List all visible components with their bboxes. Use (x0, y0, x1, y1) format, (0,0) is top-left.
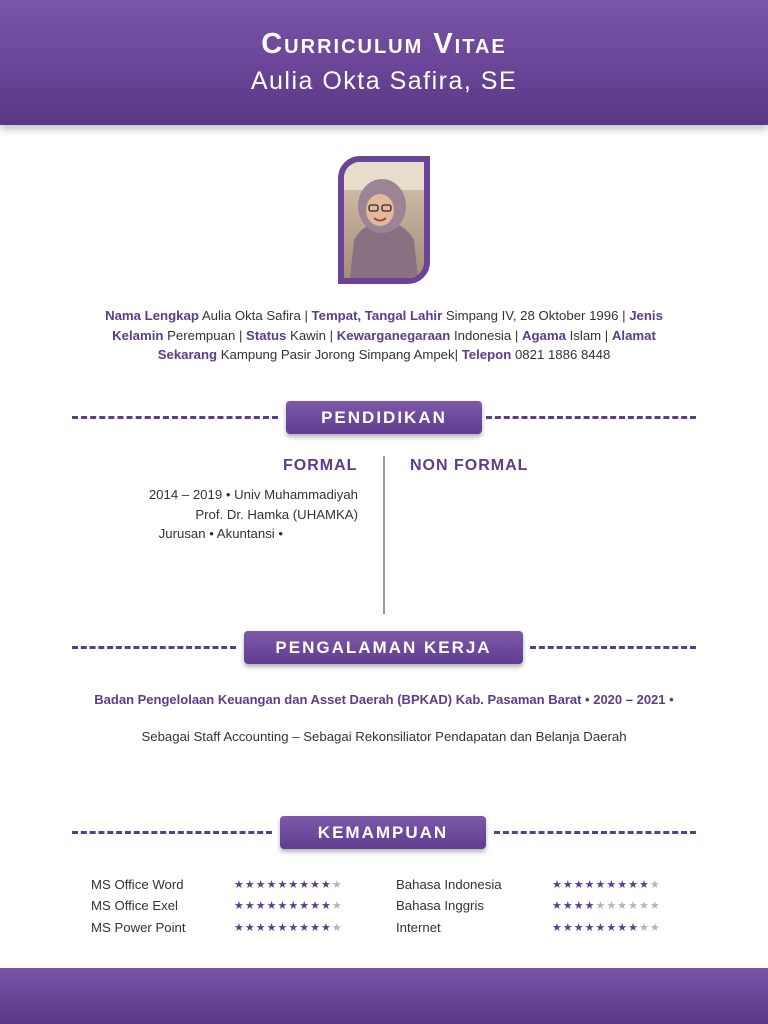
star-filled-icon: ★ (277, 899, 289, 912)
person-name: Aulia Okta Safira, SE (250, 67, 518, 95)
skill-name: MS Office Word (91, 877, 184, 892)
star-empty-icon: ★ (639, 921, 650, 934)
work-employer: Badan Pengelolaan Keuangan dan Asset Daerah (BPKAD) Kab. Pasaman Barat • 2020 – 2021 • (94, 692, 674, 707)
star-filled-icon: ★ (617, 921, 629, 934)
header-banner (0, 0, 768, 125)
star-filled-icon: ★ (266, 921, 278, 934)
nonformal-heading: NON FORMAL (410, 457, 529, 474)
profile-photo (338, 156, 430, 284)
star-filled-icon: ★ (234, 921, 245, 934)
star-filled-icon: ★ (562, 921, 574, 934)
star-filled-icon: ★ (255, 878, 267, 891)
star-filled-icon: ★ (288, 899, 300, 912)
section-title-kemampuan: KEMAMPUAN (280, 816, 486, 849)
star-filled-icon: ★ (573, 878, 585, 891)
star-empty-icon: ★ (331, 921, 343, 934)
document-title: Curriculum Vitae (261, 28, 507, 60)
star-filled-icon: ★ (552, 878, 563, 891)
star-filled-icon: ★ (299, 899, 311, 912)
value-ttl: Simpang IV, 28 Oktober 1996 (445, 308, 619, 323)
star-empty-icon: ★ (639, 899, 650, 912)
star-filled-icon: ★ (606, 921, 618, 934)
column-divider (383, 456, 385, 614)
formal-line-2: Prof. Dr. Hamka (UHAMKA) (195, 506, 358, 522)
star-empty-icon: ★ (628, 899, 639, 912)
dashed-line-left (72, 831, 272, 834)
label-nama: Nama Lengkap (105, 308, 199, 323)
star-filled-icon: ★ (573, 921, 585, 934)
star-filled-icon: ★ (562, 899, 574, 912)
value-kewarganegaraan: Indonesia (454, 327, 512, 343)
value-nama: Aulia Okta Safira (201, 308, 301, 323)
star-filled-icon: ★ (234, 878, 245, 891)
value-alamat: Kampung Pasir Jorong Simpang Ampek (220, 347, 455, 362)
label-jenis-kelamin: Jenis Kelamin (112, 308, 663, 343)
star-empty-icon: ★ (649, 878, 661, 891)
dashed-line-right (530, 646, 696, 649)
star-filled-icon: ★ (277, 878, 289, 891)
section-header-pendidikan (72, 401, 696, 435)
label-ttl: Tempat, Tangal Lahir (311, 308, 443, 323)
star-filled-icon: ★ (266, 899, 278, 912)
star-filled-icon: ★ (310, 899, 321, 912)
star-filled-icon: ★ (310, 878, 321, 891)
label-alamat: Alamat Sekarang (157, 327, 656, 362)
value-status: Kawin (290, 327, 326, 343)
value-telepon: 0821 1886 8448 (514, 347, 611, 362)
star-empty-icon: ★ (649, 899, 661, 912)
star-filled-icon: ★ (266, 878, 278, 891)
dashed-line-right (486, 416, 696, 419)
label-status: Status (246, 327, 287, 343)
star-empty-icon: ★ (595, 899, 607, 912)
star-filled-icon: ★ (277, 921, 289, 934)
skill-name: Internet (396, 920, 441, 935)
value-agama: Islam (569, 327, 602, 343)
skill-rating (552, 921, 661, 934)
section-title-pengalaman: PENGALAMAN KERJA (244, 631, 523, 664)
star-filled-icon: ★ (321, 921, 332, 934)
footer-banner (0, 968, 768, 1024)
star-filled-icon: ★ (255, 899, 267, 912)
skill-name: MS Office Exel (91, 898, 178, 913)
star-filled-icon: ★ (234, 899, 245, 912)
skill-rating (552, 878, 661, 891)
star-filled-icon: ★ (584, 921, 596, 934)
label-telepon: Telepon (461, 347, 512, 362)
star-filled-icon: ★ (299, 878, 311, 891)
star-empty-icon: ★ (331, 899, 343, 912)
section-header-pengalaman (72, 631, 696, 665)
star-filled-icon: ★ (299, 921, 311, 934)
star-filled-icon: ★ (584, 899, 596, 912)
skill-name: MS Power Point (91, 920, 186, 935)
formal-heading: FORMAL (283, 457, 358, 474)
star-empty-icon: ★ (649, 921, 661, 934)
star-filled-icon: ★ (628, 878, 639, 891)
star-filled-icon: ★ (584, 878, 596, 891)
star-filled-icon: ★ (310, 921, 321, 934)
star-filled-icon: ★ (628, 921, 639, 934)
dashed-line-right (494, 831, 696, 834)
star-filled-icon: ★ (244, 899, 256, 912)
star-empty-icon: ★ (606, 899, 618, 912)
skill-name: Bahasa Indonesia (396, 877, 502, 892)
skill-rating (234, 899, 343, 912)
skill-rating (234, 878, 343, 891)
star-filled-icon: ★ (617, 878, 629, 891)
formal-education (58, 485, 358, 544)
star-filled-icon: ★ (562, 878, 574, 891)
star-filled-icon: ★ (552, 899, 563, 912)
skill-name: Bahasa Inggris (396, 898, 484, 913)
star-filled-icon: ★ (244, 921, 256, 934)
label-agama: Agama (521, 327, 566, 343)
star-filled-icon: ★ (288, 921, 300, 934)
profile-photo-image (344, 162, 424, 278)
section-title-pendidikan: PENDIDIKAN (286, 401, 482, 434)
formal-line-1: 2014 – 2019 • Univ Muhammadiyah (148, 487, 358, 502)
formal-line-3: Jurusan • Akuntansi • (158, 526, 283, 541)
star-filled-icon: ★ (573, 899, 585, 912)
star-filled-icon: ★ (321, 899, 332, 912)
skill-rating (552, 899, 661, 912)
star-filled-icon: ★ (321, 878, 332, 891)
star-filled-icon: ★ (595, 878, 607, 891)
star-filled-icon: ★ (255, 921, 267, 934)
star-filled-icon: ★ (552, 921, 563, 934)
personal-info: Nama Lengkap Aulia Okta Safira | Tempat, Tangal Lahir Simpang IV, 28 Oktober 1996 | Jenis Kelamin Perempuan | Status Kawin | Kewarganegaraan Indonesia | Agama Islam | Alamat Sekarang Kampung Pasir Jorong Simpang Ampek| Telepon 0821 1886 8448 (105, 308, 663, 362)
section-header-kemampuan (72, 816, 696, 850)
dashed-line-left (72, 416, 278, 419)
star-filled-icon: ★ (244, 878, 256, 891)
work-description: Sebagai Staff Accounting – Sebagai Rekonsiliator Pendapatan dan Belanja Daerah (141, 729, 627, 744)
label-kewarganegaraan: Kewarganegaraan (336, 327, 451, 343)
value-jenis-kelamin: Perempuan (167, 327, 236, 343)
star-filled-icon: ★ (288, 878, 300, 891)
star-filled-icon: ★ (639, 878, 650, 891)
skill-rating (234, 921, 343, 934)
star-empty-icon: ★ (617, 899, 629, 912)
star-filled-icon: ★ (606, 878, 618, 891)
star-empty-icon: ★ (331, 878, 343, 891)
star-filled-icon: ★ (595, 921, 607, 934)
dashed-line-left (72, 646, 236, 649)
